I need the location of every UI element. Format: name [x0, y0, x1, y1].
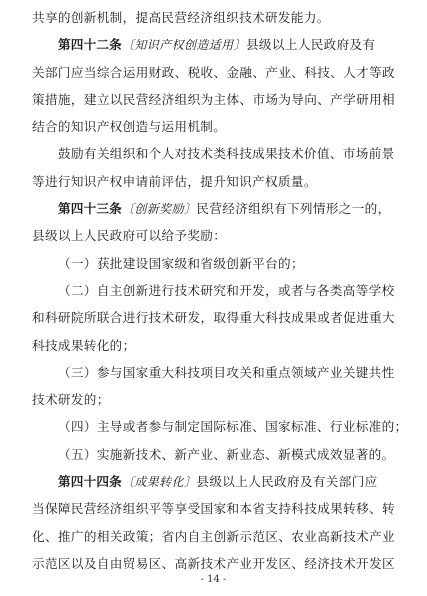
text-line: 县级以上人民政府可以给予奖励：: [32, 228, 227, 244]
list-item-line: （二）自主创新进行技术研究和开发，或者与各类高等学校: [58, 282, 395, 298]
article-44-heading-line: [32, 468, 395, 495]
article-text: 县级以上人民政府及有: [245, 37, 376, 53]
article-title: 〔成果转化〕: [121, 475, 197, 490]
text-line: 化、推广的相关政策；省内自主创新示范区、农业高新技术产业: [32, 528, 395, 544]
article-43-heading-line: [32, 195, 395, 222]
text-line: 结合的知识产权创造与运用机制。: [32, 119, 227, 135]
page-number: - 14 -: [200, 574, 227, 585]
article-number: 第四十三条: [58, 201, 122, 217]
list-item-line: （五）实施新技术、新产业、新业态、新模式成效显著的。: [58, 446, 395, 462]
text-line: 当保障民营经济组织平等享受国家和本省支持科技成果转移、转: [32, 501, 395, 517]
list-item-line: （四）主导或者参与制定国际标准、国家标准、行业标准的；: [58, 419, 408, 435]
article-text: 县级以上人民政府及有关部门应: [196, 474, 378, 490]
article-title: 〔创新奖励〕: [121, 202, 197, 217]
paragraph-start-line: 鼓励有关组织和个人对技术类科技成果技术价值、市场前景: [58, 146, 395, 162]
list-item-line: （三）参与国家重大科技项目攻关和重点领域产业关键共性: [58, 364, 395, 380]
text-line: 技术研发的；: [32, 392, 110, 408]
body-text: [32, 4, 408, 577]
text-line: 和科研院所联合进行技术研发，取得重大科技成果或者促进重大: [32, 310, 395, 326]
text-line: 等进行知识产权申请前评估，提升知识产权质量。: [32, 173, 317, 189]
article-number: 第四十二条: [58, 37, 122, 53]
article-42-heading-line: [32, 31, 395, 58]
text-line: 示范区以及自由贸易区、高新技术产业开发区、经济技术开发区: [32, 555, 395, 571]
text-line: 关部门应当综合运用财政、税收、金融、产业、科技、人才等政: [32, 64, 395, 80]
text-line: 共享的创新机制，提高民营经济组织技术研发能力。: [32, 10, 330, 25]
article-title: 〔知识产权创造适用〕: [121, 38, 246, 53]
text-line: 策措施，建立以民营经济组织为主体、市场为导向、产学研用相: [32, 91, 395, 107]
article-text: 民营经济组织有下列情形之一的，: [196, 201, 391, 217]
text-line: 科技成果转化的；: [32, 337, 136, 353]
list-item-line: （一）获批建设国家级和省级创新平台的；: [58, 255, 304, 271]
article-number: 第四十四条: [58, 474, 122, 490]
